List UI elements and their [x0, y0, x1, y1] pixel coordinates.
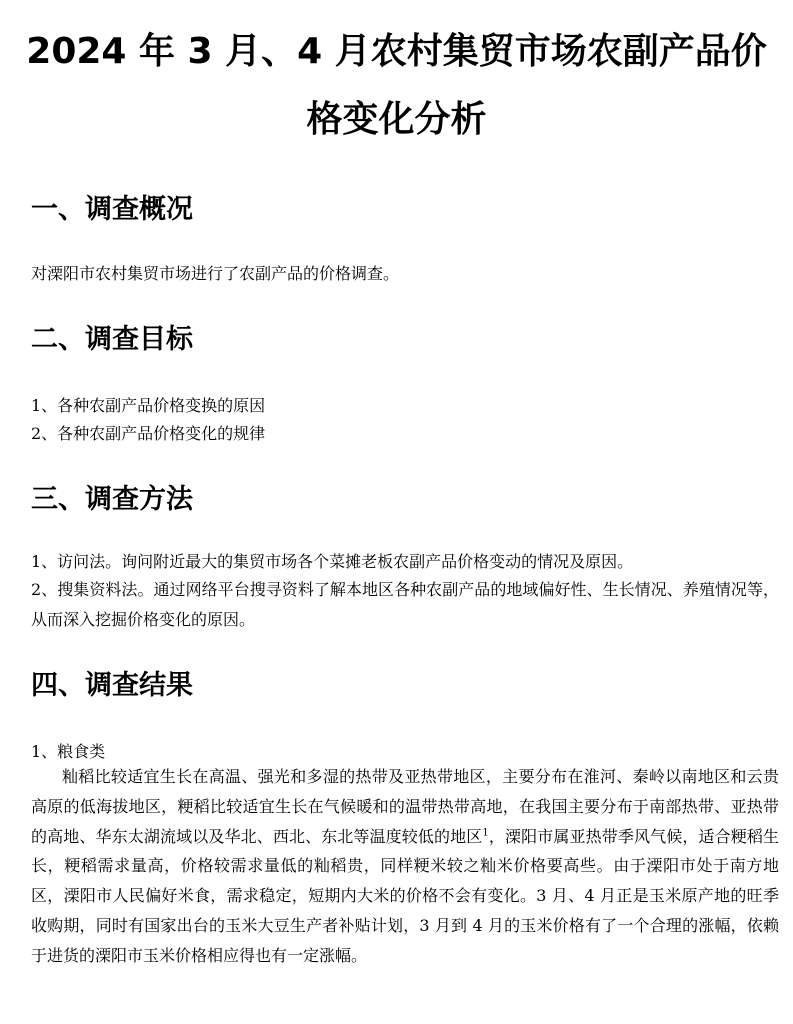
section-heading-methods: 三、调查方法	[31, 484, 193, 515]
section-heading-goals: 二、调查目标	[31, 324, 193, 355]
document-title-line-1: 2024 年 3 月、4 月农村集贸市场农副产品价	[26, 31, 767, 72]
section-heading-overview: 一、调查概况	[31, 194, 193, 225]
goal-item-1: 1、各种农副产品价格变换的原因	[31, 396, 266, 415]
grain-paragraph-part-1: 籼稻比较适宜生长在高温、强光和多湿的热带及亚热带地区，主要分布在淮河、秦岭以南地区和云贵高原的低海拔地区，粳稻比较适宜生长在气候暖和的温带热带高地，在我国主要分布于南部热带、亚热带的高地、华东太湖流域以及华北、西北、东北等温度较低的地区	[31, 767, 779, 846]
method-item-2: 2、搜集资料法。通过网络平台搜寻资料了解本地区各种农副产品的地域偏好性、生长情况、养殖情况等，从而深入挖掘价格变化的原因。	[31, 580, 779, 629]
footnote-marker[interactable]: 1	[482, 827, 489, 839]
document-title-line-2: 格变化分析	[306, 99, 487, 140]
goal-item-2: 2、各种农副产品价格变化的规律	[31, 424, 266, 443]
method-item-1: 1、访问法。询问附近最大的集贸市场各个菜摊老板农副产品价格变动的情况及原因。	[31, 552, 634, 571]
overview-text: 对溧阳市农村集贸市场进行了农副产品的价格调查。	[31, 264, 400, 283]
results-subheading-grain: 1、粮食类	[31, 742, 106, 761]
section-heading-results: 四、调查结果	[31, 670, 193, 701]
grain-paragraph-part-2: ，溧阳市属亚热带季风气候，适合粳稻生长，粳稻需求量高，价格较需求量低的籼稻贵，同样粳米较之籼米价格要高些。由于溧阳市处于南方地区，溧阳市人民偏好米食，需求稳定，短期内大米的价格不会有变化。3 月、4 月正是玉米原产地的旺季收购期，同时有国家出台的玉米大豆生产者补贴计划，3 月到 4 月的玉米价格有了一个合理的涨幅，依赖于进货的溧阳市玉米价格相应得也有一定涨幅。	[31, 826, 779, 965]
results-grain-paragraph	[31, 762, 779, 971]
